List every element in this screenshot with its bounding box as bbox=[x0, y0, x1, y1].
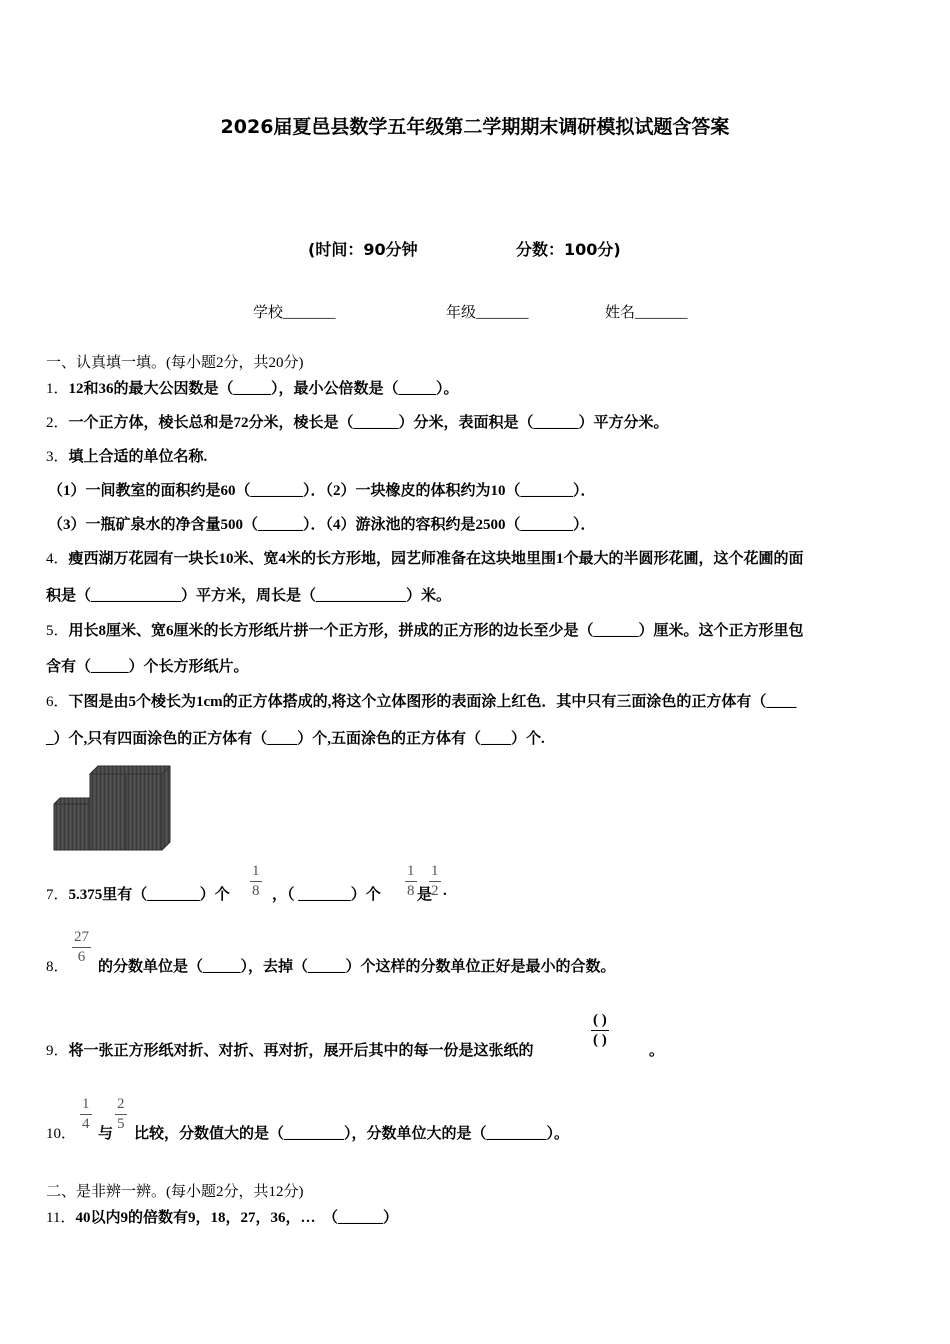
question-8 bbox=[46, 955, 69, 976]
fraction-one-half: 1 2 bbox=[431, 863, 439, 899]
grade-field: 年级_______ bbox=[446, 305, 529, 321]
question-text-part-1: 5.375里有（_______）个 bbox=[68, 887, 230, 903]
question-9 bbox=[46, 1039, 534, 1060]
question-4 bbox=[46, 547, 804, 568]
question-number: 4． bbox=[46, 551, 69, 567]
question-number: 10． bbox=[46, 1126, 77, 1142]
question-3 bbox=[46, 445, 207, 466]
name-field: 姓名_______ bbox=[605, 305, 688, 321]
question-7 bbox=[46, 883, 230, 904]
question-number: 8． bbox=[46, 959, 69, 975]
question-number: 5． bbox=[46, 623, 69, 639]
question-number: 3． bbox=[46, 449, 69, 465]
question-text: 12和36的最大公因数是（_____），最小公倍数是（_____）。 bbox=[68, 381, 459, 397]
question-text: 用长8厘米、宽6厘米的长方形纸片拼一个正方形，拼成的正方形的边长至少是（______）厘米。这个正方形里包 bbox=[68, 623, 804, 639]
question-3-part-a: （1）一间教室的面积约是60（_______）．（2）一块橡皮的体积约为10（_______）． bbox=[48, 483, 596, 499]
fraction-one-eighth: 1 8 bbox=[252, 863, 260, 899]
question-7-part-2: ，（ _______）个 bbox=[272, 887, 381, 903]
section-2-heading: 二、是非辨一辨。(每小题2分，共12分) bbox=[46, 1184, 304, 1200]
question-5 bbox=[46, 619, 804, 640]
question-number: 9． bbox=[46, 1043, 69, 1059]
question-number: 1． bbox=[46, 381, 69, 397]
cube-figure bbox=[52, 764, 176, 852]
question-10-conjunction: 与 bbox=[98, 1126, 114, 1142]
school-field: 学校_______ bbox=[253, 305, 336, 321]
section-1-heading: 一、认真填一填。(每小题2分，共20分) bbox=[46, 355, 304, 371]
question-7-end: . bbox=[443, 883, 447, 899]
question-text: 一个正方体，棱长总和是72分米，棱长是（______）分米，表面积是（______）平方分米。 bbox=[68, 415, 669, 431]
fraction-one-quarter: 1 4 bbox=[82, 1096, 90, 1132]
question-5-line-2: 含有（_____）个长方形纸片。 bbox=[46, 659, 249, 675]
question-text: 40以内9的倍数有9，18，27，36，… （______） bbox=[75, 1210, 398, 1226]
question-7-part-3: 是 bbox=[417, 887, 433, 903]
time-label: (时间：90分钟 bbox=[308, 240, 418, 259]
question-4-line-2: 积是（____________）平方米，周长是（____________）米。 bbox=[46, 588, 452, 604]
question-1 bbox=[46, 377, 459, 398]
question-3-part-b: （3）一瓶矿泉水的净含量500（______）．（4）游泳池的容积约是2500（_______）． bbox=[48, 517, 596, 533]
page-title: 2026届夏邑县数学五年级第二学期期末调研模拟试题含答案 bbox=[220, 116, 730, 138]
question-number: 6． bbox=[46, 694, 69, 710]
question-6 bbox=[46, 690, 796, 711]
question-9-end: 。 bbox=[649, 1043, 665, 1059]
question-number: 2． bbox=[46, 415, 69, 431]
fraction-27-6: 27 6 bbox=[74, 929, 89, 965]
fraction-two-fifths: 2 5 bbox=[117, 1096, 125, 1132]
question-text: 填上合适的单位名称. bbox=[68, 449, 208, 465]
question-6-line-2: _）个,只有四面涂色的正方体有（____）个,五面涂色的正方体有（____）个. bbox=[46, 731, 545, 747]
question-text: 下图是由5个棱长为1cm的正方体搭成的,将这个立体图形的表面涂上红色．其中只有三面涂色的正方体有（____ bbox=[68, 694, 797, 710]
question-text: 瘦西湖万花园有一块长10米、宽4米的长方形地，园艺师准备在这块地里围1个最大的半圆形花圃，这个花圃的面 bbox=[68, 551, 804, 567]
score-label: 分数：100分) bbox=[516, 240, 621, 259]
question-8-text: 的分数单位是（_____），去掉（_____）个这样的分数单位正好是最小的合数。 bbox=[98, 959, 616, 975]
question-number: 11． bbox=[46, 1210, 76, 1226]
question-2 bbox=[46, 411, 669, 432]
question-11 bbox=[46, 1206, 398, 1227]
blank-fraction: ( ) ( ) bbox=[593, 1012, 607, 1048]
question-10-text: 比较，分数值大的是（________），分数单位大的是（________）。 bbox=[134, 1126, 570, 1142]
question-text: 将一张正方形纸对折、对折、再对折，展开后其中的每一份是这张纸的 bbox=[68, 1043, 534, 1059]
question-10 bbox=[46, 1122, 76, 1143]
question-number: 7． bbox=[46, 887, 69, 903]
fraction-one-eighth-2: 1 8 bbox=[407, 863, 415, 899]
